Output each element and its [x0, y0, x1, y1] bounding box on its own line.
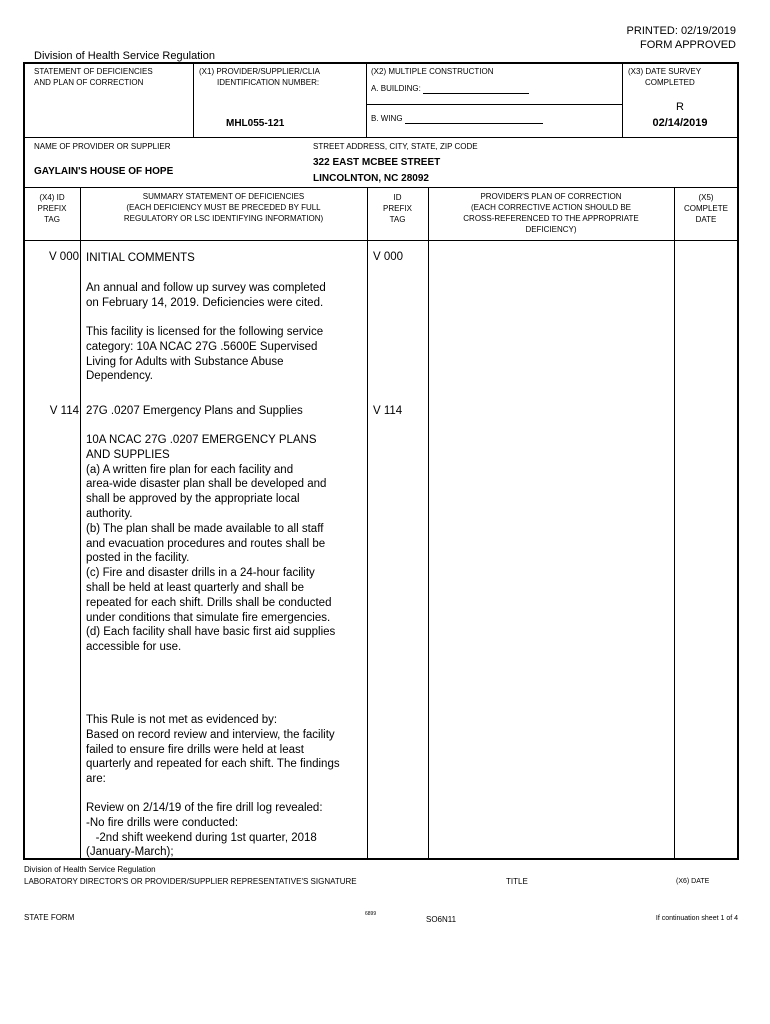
- plan-header-line: DEFICIENCY): [525, 225, 577, 234]
- text-line: category: 10A NCAC 27G .5600E Supervised: [86, 340, 318, 353]
- text-line: quarterly and repeated for each shift. The findings: [86, 758, 340, 771]
- x5-header: [674, 192, 738, 225]
- divider: [24, 187, 738, 188]
- entry-title: 27G .0207 Emergency Plans and Supplies: [86, 405, 303, 417]
- text-line: Based on record review and interview, the facility: [86, 728, 335, 741]
- x5-header-line: DATE: [695, 215, 717, 224]
- plan-header-line: CROSS-REFERENCED TO THE APPROPRIATE: [463, 214, 639, 223]
- wing-blank: [405, 113, 543, 124]
- text-line: (January-March);: [86, 846, 174, 859]
- divider: [80, 187, 81, 859]
- statement-label-1: STATEMENT OF DEFICIENCIES: [34, 67, 153, 76]
- divider: [366, 104, 622, 105]
- printed-date: PRINTED: 02/19/2019: [626, 25, 736, 37]
- summary-header-line: SUMMARY STATEMENT OF DEFICIENCIES: [142, 192, 305, 201]
- text-line: An annual and follow up survey was completed: [86, 282, 326, 294]
- id-header-line: ID: [393, 193, 402, 202]
- address-street: 322 EAST MCBEE STREET: [313, 157, 441, 168]
- summary-header: [80, 191, 367, 224]
- text-line: authority.: [86, 507, 133, 520]
- x3-label-1: (X3) DATE SURVEY: [628, 67, 702, 76]
- prefix-tag-right: V 114: [373, 405, 403, 417]
- text-line: (a) A written fire plan for each facility and: [86, 463, 294, 476]
- x4-header-line: PREFIX: [37, 204, 67, 213]
- plan-header: [428, 191, 674, 235]
- text-line: shall be approved by the appropriate local: [86, 493, 300, 506]
- text-line: posted in the facility.: [86, 552, 190, 565]
- paragraph: [86, 325, 366, 384]
- id-header-line: TAG: [389, 215, 406, 224]
- address-city: LINCOLNTON, NC 28092: [313, 173, 429, 184]
- text-line: failed to ensure fire drills were held at least: [86, 743, 304, 756]
- text-line: repeated for each shift. Drills shall be conducted: [86, 596, 332, 609]
- title-label: TITLE: [506, 877, 528, 886]
- provider-name: GAYLAIN'S HOUSE OF HOPE: [34, 166, 174, 177]
- divider: [367, 187, 368, 859]
- wing-label: B. WING: [371, 114, 403, 123]
- survey-code: R: [676, 101, 684, 113]
- paragraph: [86, 281, 366, 311]
- text-line: and evacuation procedures and routes shall be: [86, 537, 326, 550]
- text-line: (b) The plan shall be made available to all staff: [86, 522, 324, 535]
- x4-header-line: TAG: [44, 215, 60, 224]
- summary-header-line: REGULATORY OR LSC IDENTIFYING INFORMATION): [123, 214, 324, 223]
- paragraph: [86, 433, 366, 655]
- prefix-tag-right: V 000: [373, 251, 404, 263]
- text-line: (c) Fire and disaster drills in a 24-hour facility: [86, 567, 315, 580]
- x1-label-1: (X1) PROVIDER/SUPPLIER/CLIA: [199, 67, 320, 76]
- x2-label: (X2) MULTIPLE CONSTRUCTION: [371, 67, 494, 76]
- x4-header: [24, 192, 80, 225]
- provider-id-number: MHL055-121: [226, 118, 285, 129]
- id-header-line: PREFIX: [383, 204, 412, 213]
- prefix-tag: V 114: [49, 405, 79, 417]
- paragraph: [86, 713, 366, 787]
- state-form-label: STATE FORM: [24, 913, 75, 922]
- entry-title: INITIAL COMMENTS: [86, 252, 195, 264]
- text-line: Living for Adults with Substance Abuse: [86, 355, 284, 368]
- divider: [24, 240, 738, 241]
- x5-header-line: COMPLETE: [683, 204, 728, 213]
- x5-header-line: (X5): [698, 193, 714, 202]
- provider-name-label: NAME OF PROVIDER OR SUPPLIER: [34, 142, 171, 151]
- building-blank: [423, 83, 529, 94]
- text-line: shall be held at least quarterly and shall be: [86, 581, 305, 594]
- text-line: on February 14, 2019. Deficiencies were cited.: [86, 296, 324, 309]
- address-label: STREET ADDRESS, CITY, STATE, ZIP CODE: [313, 142, 478, 151]
- x6-date-label: (X6) DATE: [676, 878, 710, 885]
- x1-label-2: IDENTIFICATION NUMBER:: [217, 78, 320, 87]
- text-line: This facility is licensed for the following service: [86, 326, 324, 338]
- footer-agency: Division of Health Service Regulation: [24, 865, 156, 874]
- text-line: AND SUPPLIES: [86, 448, 170, 461]
- text-line: accessible for use.: [86, 641, 182, 654]
- building-field: [371, 83, 529, 94]
- divider: [24, 137, 738, 138]
- event-id: SO6N11: [426, 915, 457, 924]
- x3-label-2: COMPLETED: [645, 78, 695, 87]
- form-approved: FORM APPROVED: [640, 39, 736, 51]
- divider: [193, 63, 194, 137]
- text-line: Review on 2/14/19 of the fire drill log revealed:: [86, 802, 323, 814]
- agency-name: Division of Health Service Regulation: [34, 50, 215, 62]
- text-line: This Rule is not met as evidenced by:: [86, 714, 278, 726]
- text-line: -No fire drills were conducted:: [86, 816, 239, 829]
- continuation-sheet: If continuation sheet 1 of 4: [655, 915, 738, 922]
- paragraph: [86, 801, 366, 860]
- x4-header-line: (X4) ID: [39, 193, 65, 202]
- plan-header-line: (EACH CORRECTIVE ACTION SHOULD BE: [470, 203, 632, 212]
- text-line: Dependency.: [86, 370, 153, 383]
- text-line: under conditions that simulate fire emergencies.: [86, 611, 331, 624]
- prefix-tag: V 000: [48, 251, 79, 263]
- divider: [366, 63, 367, 137]
- text-line: area-wide disaster plan shall be developed and: [86, 478, 327, 491]
- statement-label-2: AND PLAN OF CORRECTION: [34, 78, 144, 87]
- signature-label: LABORATORY DIRECTOR'S OR PROVIDER/SUPPLIER REPRESENTATIVE'S SIGNATURE: [24, 877, 357, 886]
- divider: [674, 187, 675, 859]
- plan-header-line: PROVIDER'S PLAN OF CORRECTION: [480, 192, 622, 201]
- divider: [428, 187, 429, 859]
- id-header: [367, 192, 428, 225]
- building-label: A. BUILDING:: [371, 84, 421, 93]
- summary-header-line: (EACH DEFICIENCY MUST BE PRECEDED BY FULL: [126, 203, 321, 212]
- text-line: 10A NCAC 27G .0207 EMERGENCY PLANS: [86, 434, 317, 446]
- text-line: (d) Each facility shall have basic first aid supplies: [86, 626, 336, 639]
- text-line: -2nd shift weekend during 1st quarter, 2018: [86, 831, 317, 844]
- wing-field: [371, 113, 543, 124]
- text-line: are:: [86, 773, 106, 786]
- form-number: 6899: [365, 911, 377, 917]
- survey-completed-date: 02/14/2019: [652, 117, 708, 129]
